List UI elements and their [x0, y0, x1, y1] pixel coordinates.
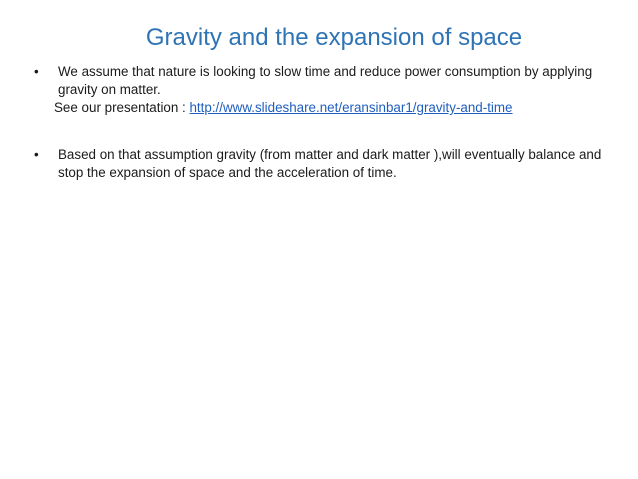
bullet-dot-icon: •	[34, 147, 39, 162]
bullet-item-1	[34, 63, 614, 99]
bullet-list	[34, 63, 614, 182]
bullet-item-2	[34, 146, 614, 182]
bullet-dot-icon: •	[34, 64, 39, 79]
slide-title: Gravity and the expansion of space	[145, 24, 523, 51]
see-presentation-label: See our presentation :	[54, 100, 190, 115]
presentation-link[interactable]: http://www.slideshare.net/eransinbar1/gravity-and-time	[189, 100, 513, 115]
bullet-text-2: Based on that assumption gravity (from matter and dark matter ),will eventually balance and stop the expansion of space and the acceleration of time.	[58, 147, 602, 180]
see-presentation-line	[34, 99, 614, 117]
bullet-text-1: We assume that nature is looking to slow time and reduce power consumption by applying gravity on matter.	[58, 64, 593, 97]
